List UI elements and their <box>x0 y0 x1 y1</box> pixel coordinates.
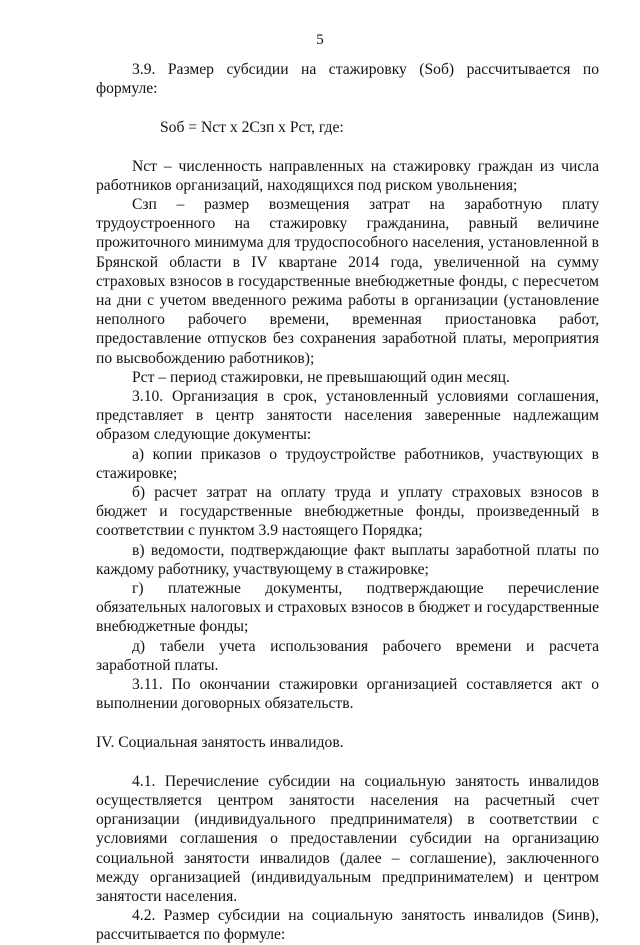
definition-c-zp: Сзп – размер возмещения затрат на заработную плату трудоустроенного на стажировку гражданина, равный величине прожиточного минимума для трудоспособного населения, установленной в Брянской области в IV квартане 2014 года, увеличенной на сумму страховых взносов в государственные внебюджетные фонды, с пересчетом на дни с учетом введенного режима работы в организации (установление неполного рабочего времени, временная приостановка работ, предоставление отпусков без сохранения заработной платы, мероприятия по высвобождению работников); <box>96 196 599 367</box>
paragraph-4-2: 4.2. Размер субсидии на социальную занятость инвалидов (Sинв), рассчитывается по формуле: <box>96 907 599 944</box>
list-item-b: б) расчет затрат на оплату труда и уплату страховых взносов в бюджет и государственные внебюджетные фонды, произведенный в соответствии с пунктом 3.9 настоящего Порядка; <box>96 484 599 540</box>
page-number: 5 <box>316 32 324 48</box>
section-heading-iv: IV. Социальная занятость инвалидов. <box>96 733 344 751</box>
paragraph-3-9: 3.9. Размер субсидии на стажировку (Sоб) рассчитывается по формуле: <box>96 61 599 98</box>
list-item-a: а) копии приказов о трудоустройстве работников, участвующих в стажировке; <box>96 445 599 482</box>
list-item-g: г) платежные документы, подтверждающие перечисление обязательных налоговых и страховых взносов в бюджет и государственные внебюджетные фонды; <box>96 580 599 636</box>
definition-n-st: Nст – численность направленных на стажировку граждан из числа работников организаций, находящихся под риском увольнения; <box>96 157 599 194</box>
definition-r-st: Рст – период стажировки, не превышающий один месяц. <box>132 368 510 386</box>
paragraph-4-1: 4.1. Перечисление субсидии на социальную занятость инвалидов осуществляется центром занятости населения на расчетный счет организации (индивидуального предпринимателя) в соответствии с условиями соглашения о предоставлении субсидии на организацию социальной занятости инвалидов (далее – соглашение), заключенного между организацией (индивидуальным предпринимателем) и центром занятости населения. <box>96 772 599 905</box>
document-body <box>96 60 599 945</box>
list-item-v: в) ведомости, подтверждающие факт выплаты заработной платы по каждому работнику, участвующему в стажировке; <box>96 541 599 578</box>
formula-s-ob: Sоб = Nст х 2Сзп х Рст, где: <box>160 119 344 137</box>
list-item-d: д) табели учета использования рабочего времени и расчета заработной платы. <box>96 637 599 674</box>
paragraph-3-11: 3.11. По окончании стажировки организацией составляется акт о выполнении договорных обязательств. <box>96 676 599 713</box>
paragraph-3-10: 3.10. Организация в срок, установленный условиями соглашения, представляет в центр занятости населения заверенные надлежащим образом следующие документы: <box>96 388 599 444</box>
